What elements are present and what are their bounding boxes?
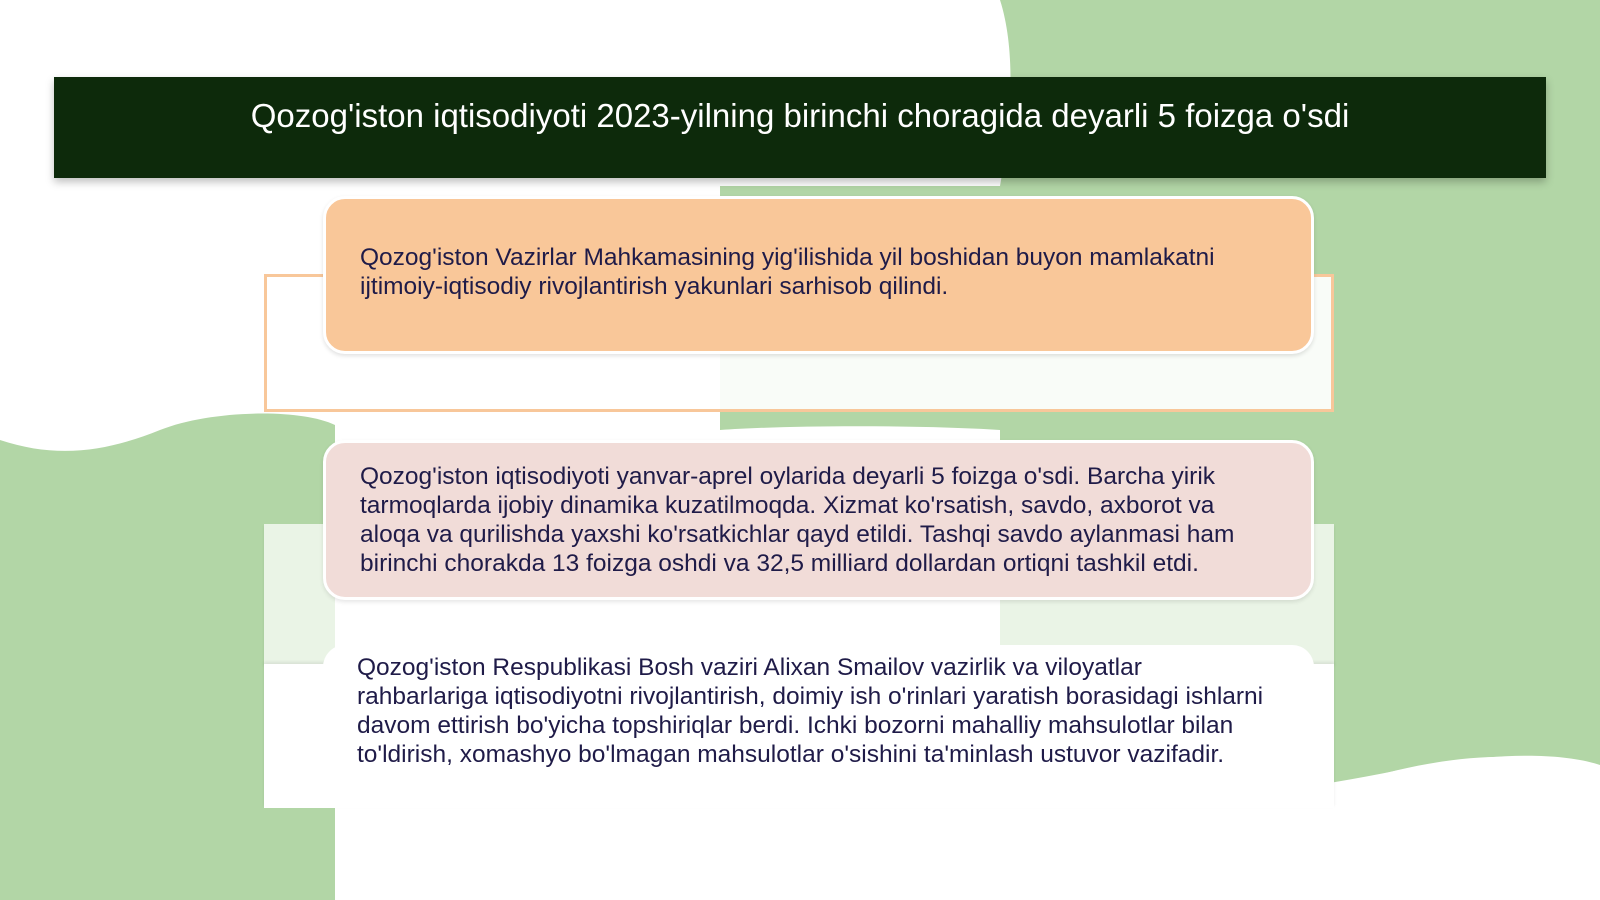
text-block-1-content: Qozog'iston Vazirlar Mahkamasining yig'ilishida yil boshidan buyon mamlakatni ijtimoiy-iqtisodiy rivojlantirish yakunlari sarhisob qilindi. <box>360 244 1215 300</box>
title-banner <box>54 77 1546 178</box>
text-block-2-content: Qozog'iston iqtisodiyoti yanvar-aprel oylarida deyarli 5 foizga o'sdi. Barcha yirik tarmoqlarda ijobiy dinamika kuzatilmoqda. Xizmat ko'rsatish, savdo, axborot va aloqa va qurilishda yaxshi ko'rsatkichlar qayd etildi. Tashqi savdo aylanmasi ham birinchi chorakda 13 foizga oshdi va 32,5 milliard dollardan ortiqni tashkil etdi. <box>360 463 1235 577</box>
text-block-2 <box>323 440 1314 600</box>
text-block-3-content: Qozog'iston Respublikasi Bosh vaziri Alixan Smailov vazirlik va viloyatlar rahbarlariga iqtisodiyotni rivojlantirish, doimiy ish o'rinlari yaratish borasidagi ishlarni davom ettirish bo'yicha topshiriqlar berdi. Ichki bozorni mahalliy mahsulotlar bilan to'ldirish, xomashyo bo'lmagan mahsulotlar o'sishini ta'minlash ustuvor vazifadir. <box>357 654 1264 768</box>
text-block-1 <box>323 196 1314 354</box>
text-block-3 <box>323 645 1314 805</box>
slide-title: Qozog'iston iqtisodiyoti 2023-yilning birinchi choragida deyarli 5 foizga o'sdi <box>250 97 1350 135</box>
